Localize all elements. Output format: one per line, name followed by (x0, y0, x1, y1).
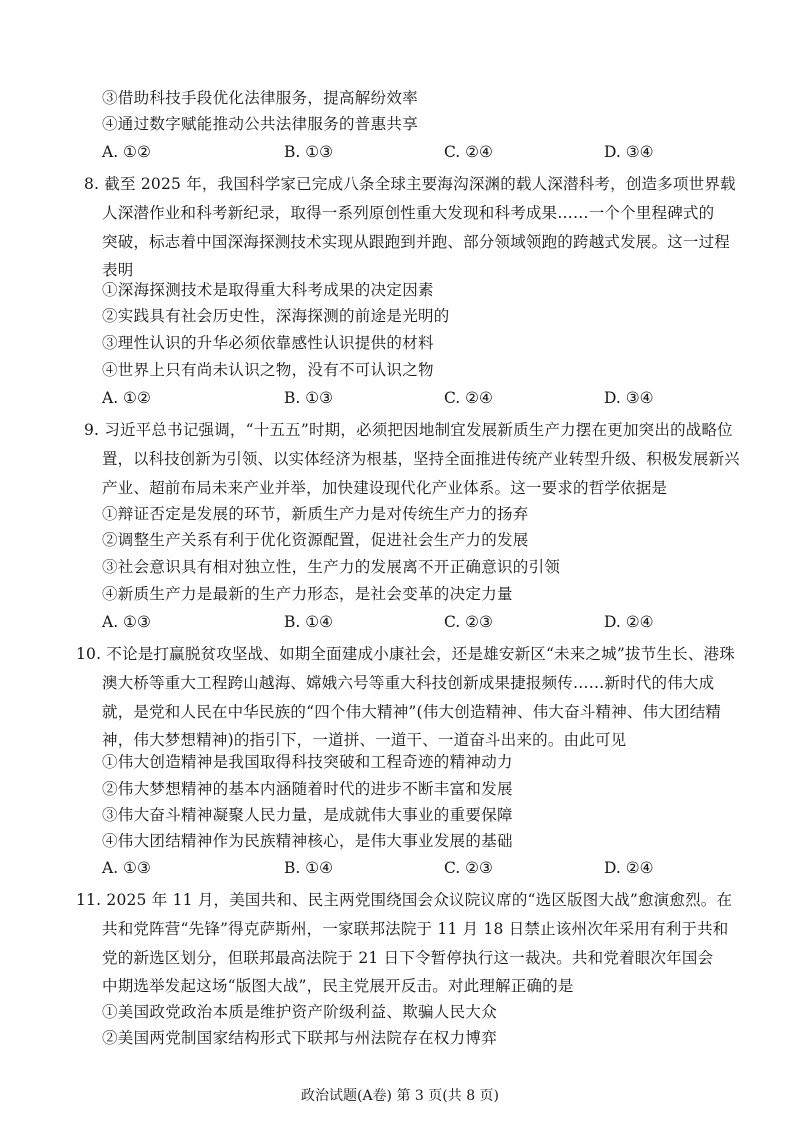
question-stem: 党的新选区划分，但联邦最高法院于 21 日下令暂停执行这一裁决。共和党着眼次年国会 (102, 949, 714, 967)
choice-a: A. ①② (102, 143, 151, 161)
option-item: ②美国两党制国家结构形式下联邦与州法院存在权力博弈 (102, 1029, 498, 1047)
option-item: ①辩证否定是发展的环节，新质生产力是对传统生产力的扬弃 (102, 505, 529, 523)
choice-c: C. ②④ (444, 143, 493, 161)
choice-b: B. ①④ (284, 859, 334, 877)
option-item: ③伟大奋斗精神凝聚人民力量，是成就伟大事业的重要保障 (102, 806, 513, 824)
option-item: ④世界上只有尚未认识之物，没有不可认识之物 (102, 361, 434, 379)
option-item: ④伟大团结精神作为民族精神核心，是伟大事业发展的基础 (102, 832, 513, 850)
question-stem: 11. 2025 年 11 月，美国共和、民主两党围绕国会众议院议席的“选区版图大战”愈演愈烈。在 (76, 891, 733, 909)
option-item: ③借助科技手段优化法律服务，提高解纷效率 (102, 89, 419, 107)
question-stem: 澳大桥等重大工程跨山越海、嫦娥六号等重大科技创新成果捷报频传……新时代的伟大成 (102, 674, 715, 692)
option-item: ③社会意识具有相对独立性，生产力的发展离不开正确意识的引领 (102, 558, 561, 576)
option-item: ③理性认识的升华必须依靠感性认识提供的材料 (102, 334, 434, 352)
choice-a: A. ①③ (102, 613, 151, 631)
option-item: ②调整生产关系有利于优化资源配置，促进社会生产力的发展 (102, 531, 529, 549)
question-stem: 中期选举发起这场“版图大战”，民主党展开反击。对此理解正确的是 (102, 977, 574, 995)
question-stem: 就，是党和人民在中华民族的“四个伟大精神”(伟大创造精神、伟大奋斗精神、伟大团结精 (102, 703, 722, 721)
question-stem: 9. 习近平总书记强调，“十五五”时期，必须把因地制宜发展新质生产力摆在更加突出的战略位 (84, 421, 733, 439)
choice-d: D. ②④ (604, 613, 654, 631)
question-stem: 神，伟大梦想精神)的指引下，一道拼、一道干、一道奋斗出来的。由此可见 (102, 731, 627, 749)
question-stem: 共和党阵营“先锋”得克萨斯州，一家联邦法院于 11 月 18 日禁止该州次年采用有利于共和 (102, 920, 729, 938)
question-stem: 置，以科技创新为引领、以实体经济为根基，坚持全面推进传统产业转型升级、积极发展新兴 (102, 450, 740, 468)
choice-c: C. ②③ (444, 613, 493, 631)
option-item: ④新质生产力是最新的生产力形态，是社会变革的决定力量 (102, 585, 513, 603)
choice-d: D. ③④ (604, 143, 654, 161)
choice-a: A. ①③ (102, 859, 151, 877)
choice-a: A. ①② (102, 389, 151, 407)
choice-d: D. ③④ (604, 389, 654, 407)
question-stem: 产业、超前布局未来产业并举，加快建设现代化产业体系。这一要求的哲学依据是 (102, 479, 668, 497)
choice-d: D. ②④ (604, 859, 654, 877)
question-stem: 表明 (102, 261, 134, 279)
option-item: ①美国政党政治本质是维护资产阶级利益、欺骗人民大众 (102, 1003, 498, 1021)
option-item: ①伟大创造精神是我国取得科技突破和工程奇迹的精神动力 (102, 753, 513, 771)
option-item: ①深海探测技术是取得重大科考成果的决定因素 (102, 281, 434, 299)
option-item: ④通过数字赋能推动公共法律服务的普惠共享 (102, 115, 419, 133)
question-stem: 10. 不论是打赢脱贫攻坚战、如期全面建成小康社会，还是雄安新区“未来之城”拔节生长、港珠 (76, 645, 735, 663)
choice-c: C. ②④ (444, 389, 493, 407)
choice-b: B. ①③ (284, 389, 334, 407)
question-stem: 突破，标志着中国深海探测技术实现从跟跑到并跑、部分领域领跑的跨越式发展。这一过程 (102, 233, 731, 251)
choice-c: C. ②③ (444, 859, 493, 877)
choice-b: B. ①③ (284, 143, 334, 161)
choice-b: B. ①④ (284, 613, 334, 631)
option-item: ②伟大梦想精神的基本内涵随着时代的进步不断丰富和发展 (102, 780, 513, 798)
option-item: ②实践具有社会历史性，深海探测的前途是光明的 (102, 307, 450, 325)
question-stem: 人深潜作业和科考新纪录，取得一系列原创性重大发现和科考成果……一个个里程碑式的 (102, 204, 715, 222)
question-stem: 8. 截至 2025 年，我国科学家已完成八条全球主要海沟深渊的载人深潜科考，创造多项世界载 (84, 175, 736, 193)
page-footer: 政治试题(A卷) 第 3 页(共 8 页) (300, 1088, 500, 1104)
